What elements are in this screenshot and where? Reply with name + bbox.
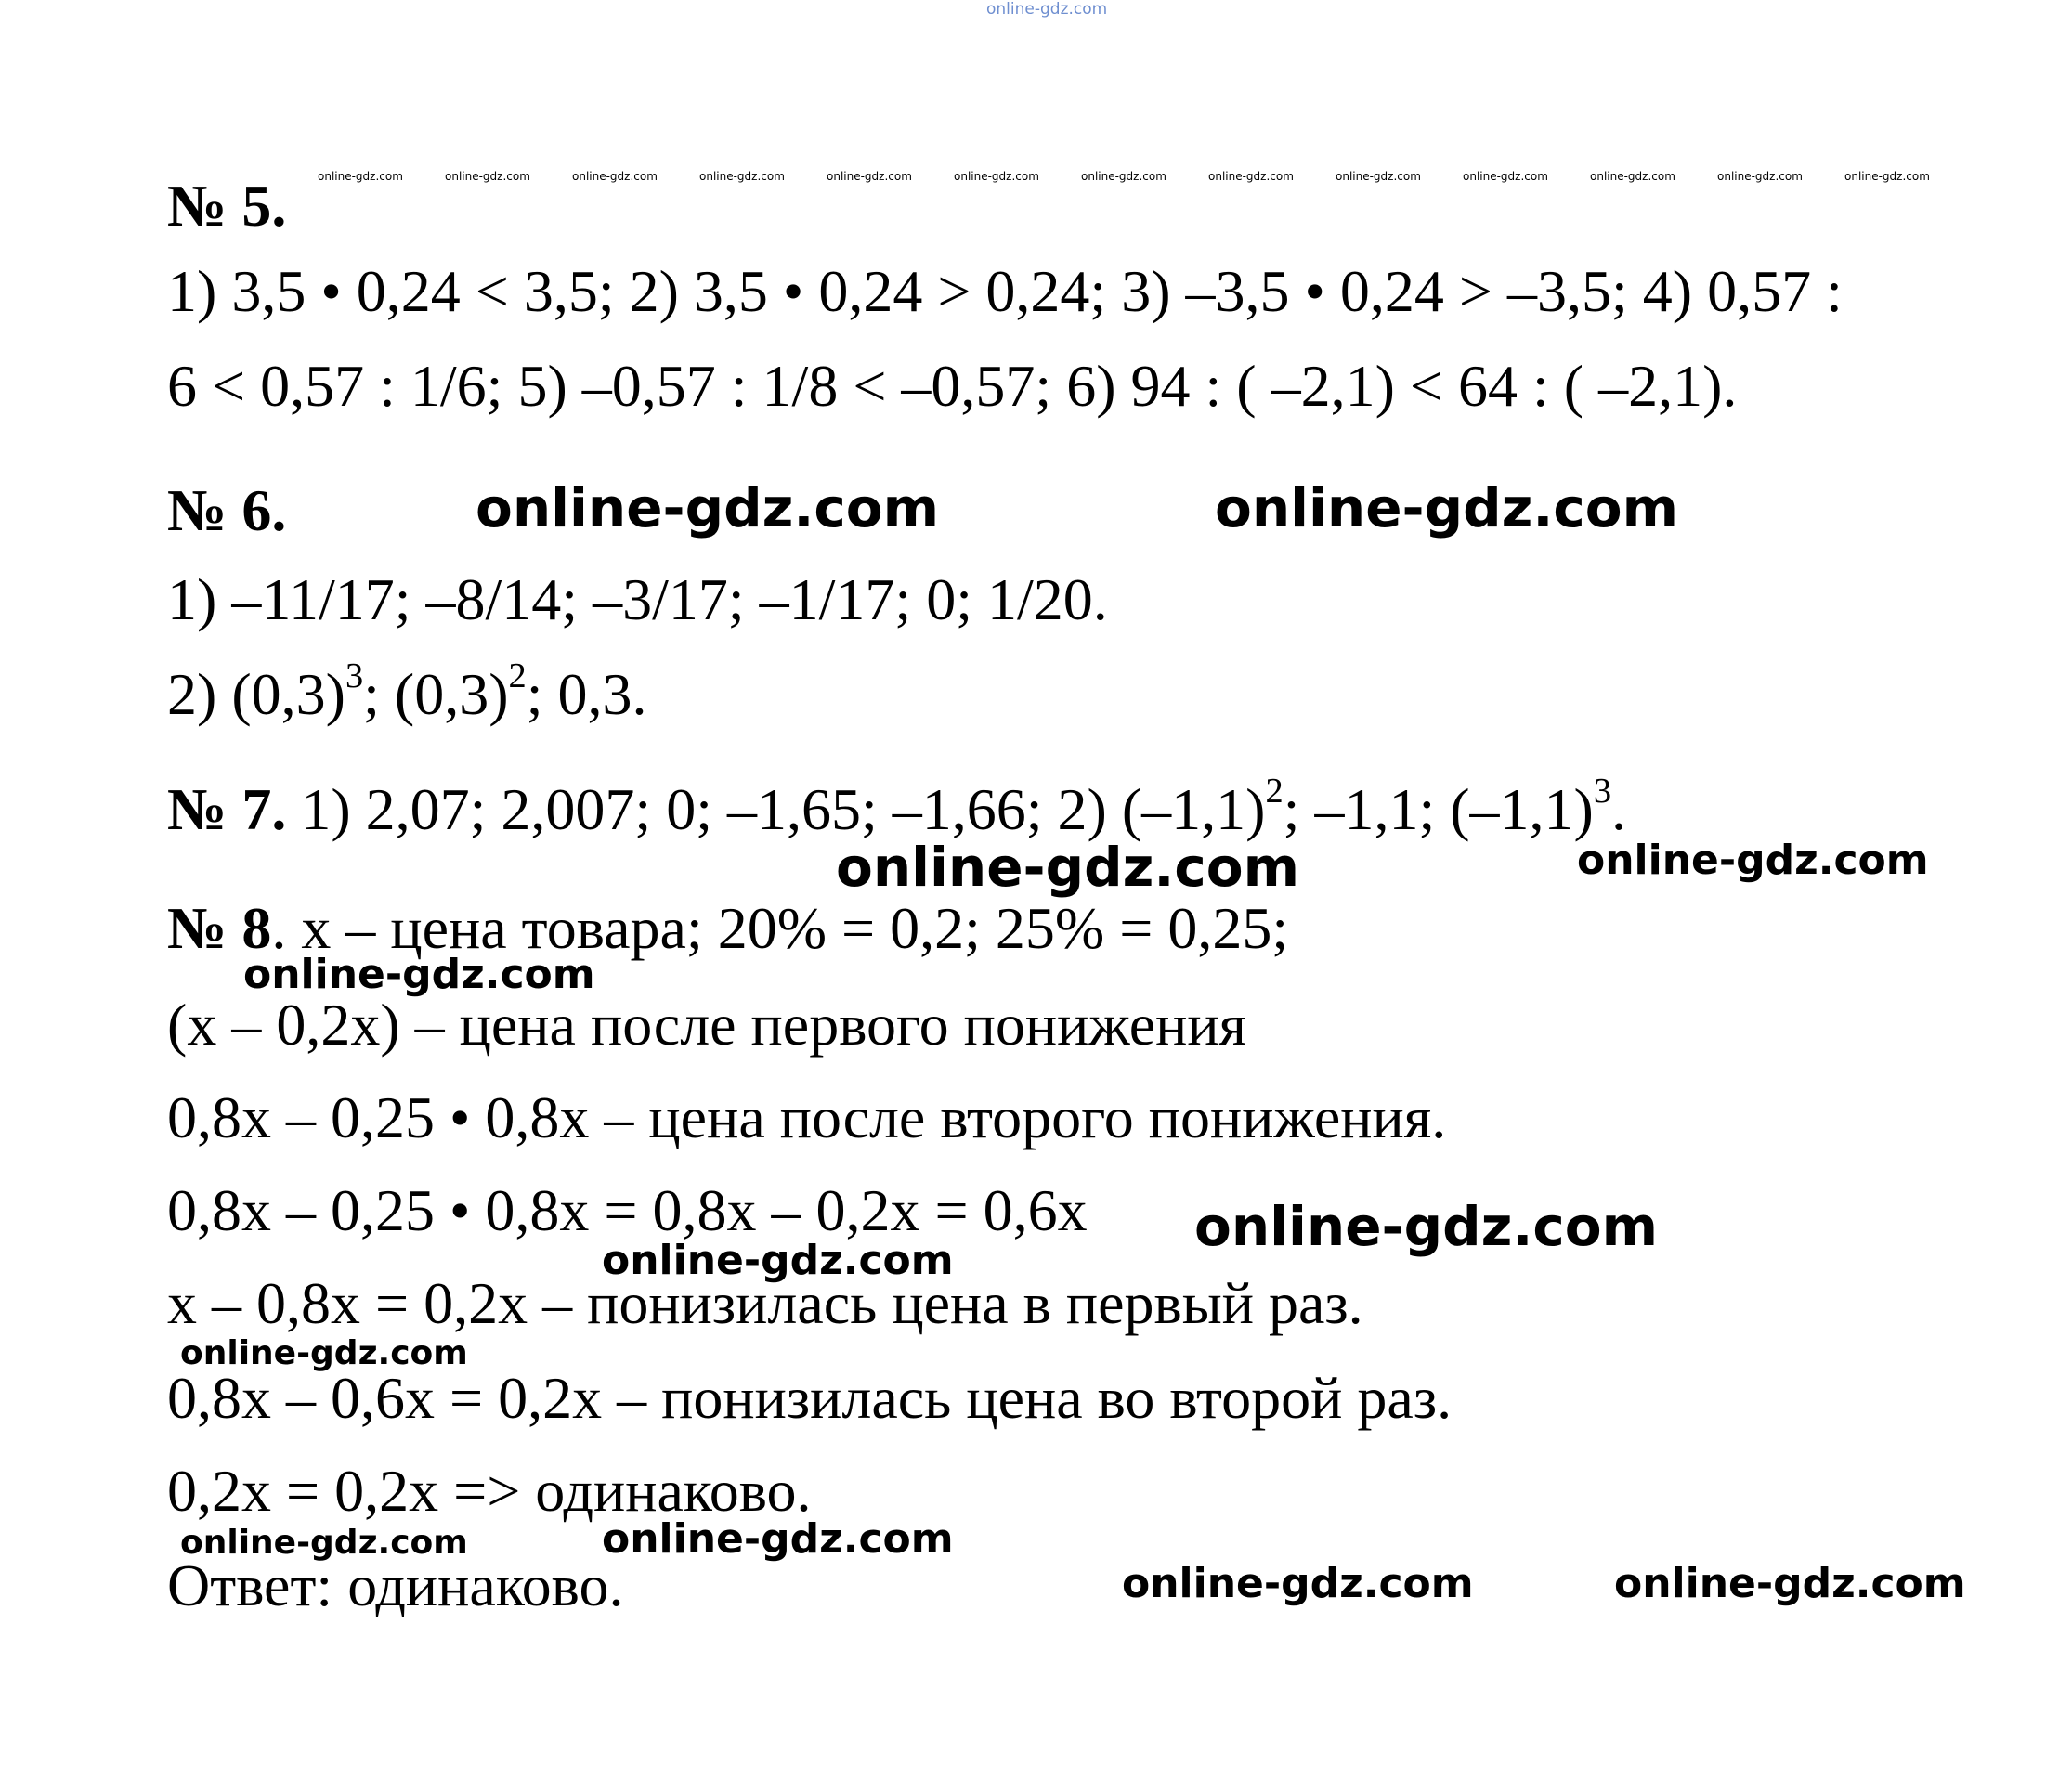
watermark: online-gdz.com: [180, 1524, 468, 1562]
watermark: online-gdz.com: [602, 1237, 954, 1284]
watermark: online-gdz.com: [1194, 1195, 1659, 1258]
watermark: online-gdz.com: [476, 476, 940, 539]
problem-8-line-3: 0,8x – 0,25 • 0,8x – цена после второго понижения.: [167, 1084, 1447, 1150]
watermark: online-gdz.com: [1122, 1560, 1474, 1607]
small-watermark: online-gdz.com: [954, 170, 1039, 183]
watermark: online-gdz.com: [1577, 837, 1929, 884]
watermark: online-gdz.com: [602, 1515, 954, 1563]
problem-8-line-6: 0,8x – 0,6x = 0,2x – понизилась цена во второй раз.: [167, 1365, 1453, 1431]
watermark: online-gdz.com: [243, 951, 595, 998]
small-watermark: online-gdz.com: [572, 170, 658, 183]
small-watermark: online-gdz.com: [1208, 170, 1294, 183]
small-watermark: online-gdz.com: [1590, 170, 1675, 183]
problem-8-line-4: 0,8x – 0,25 • 0,8x = 0,8x – 0,2x = 0,6x: [167, 1177, 1088, 1243]
small-watermark: online-gdz.com: [445, 170, 530, 183]
small-watermark: online-gdz.com: [1463, 170, 1548, 183]
top-watermark: online-gdz.com: [986, 0, 1108, 19]
problem-7-line: № 7. 1) 2,07; 2,007; 0; –1,65; –1,66; 2) $(-1,1)^2$; –1,1; $(-1,1)^3$.: [167, 772, 1627, 842]
problem-8-line-2: (x – 0,2x) – цена после первого понижения: [167, 992, 1247, 1058]
watermark: online-gdz.com: [836, 836, 1300, 899]
problem-8-header: № 8: [167, 895, 272, 961]
small-watermark: online-gdz.com: [318, 170, 403, 183]
problem-5-line-2: 6 < 0,57 : 1/6; 5) –0,57 : 1/8 < –0,57; 6) 94 : ( –2,1) < 64 : ( –2,1).: [167, 353, 1738, 419]
watermark: online-gdz.com: [1614, 1560, 1966, 1607]
problem-6-header: № 6.: [167, 477, 287, 543]
problem-8-line-5: x – 0,8x = 0,2x – понизилась цена в первый раз.: [167, 1270, 1363, 1336]
problem-6-line-2: 2) $(0,3)^3$; $(0,3)^2$; 0,3.: [167, 656, 647, 727]
small-watermark: online-gdz.com: [1844, 170, 1930, 183]
small-watermark: online-gdz.com: [1717, 170, 1803, 183]
problem-8-line-1: № 8. x – цена товара; 20% = 0,2; 25% = 0,25;: [167, 895, 1289, 961]
small-watermark: online-gdz.com: [699, 170, 785, 183]
small-watermark: online-gdz.com: [1081, 170, 1166, 183]
problem-5-header: № 5.: [167, 173, 287, 239]
answer-line: Ответ: одинаково.: [167, 1552, 624, 1618]
small-watermark: online-gdz.com: [827, 170, 912, 183]
watermark: online-gdz.com: [180, 1334, 468, 1372]
small-watermark: online-gdz.com: [1336, 170, 1421, 183]
problem-8-line-7: 0,2x = 0,2x => одинаково.: [167, 1458, 812, 1524]
problem-7-header: № 7.: [167, 776, 287, 842]
problem-6-line-1: 1) –11/17; –8/14; –3/17; –1/17; 0; 1/20.: [167, 566, 1108, 632]
problem-5-line-1: 1) 3,5 • 0,24 < 3,5; 2) 3,5 • 0,24 > 0,24; 3) –3,5 • 0,24 > –3,5; 4) 0,57 :: [167, 258, 1843, 324]
watermark: online-gdz.com: [1215, 476, 1679, 539]
